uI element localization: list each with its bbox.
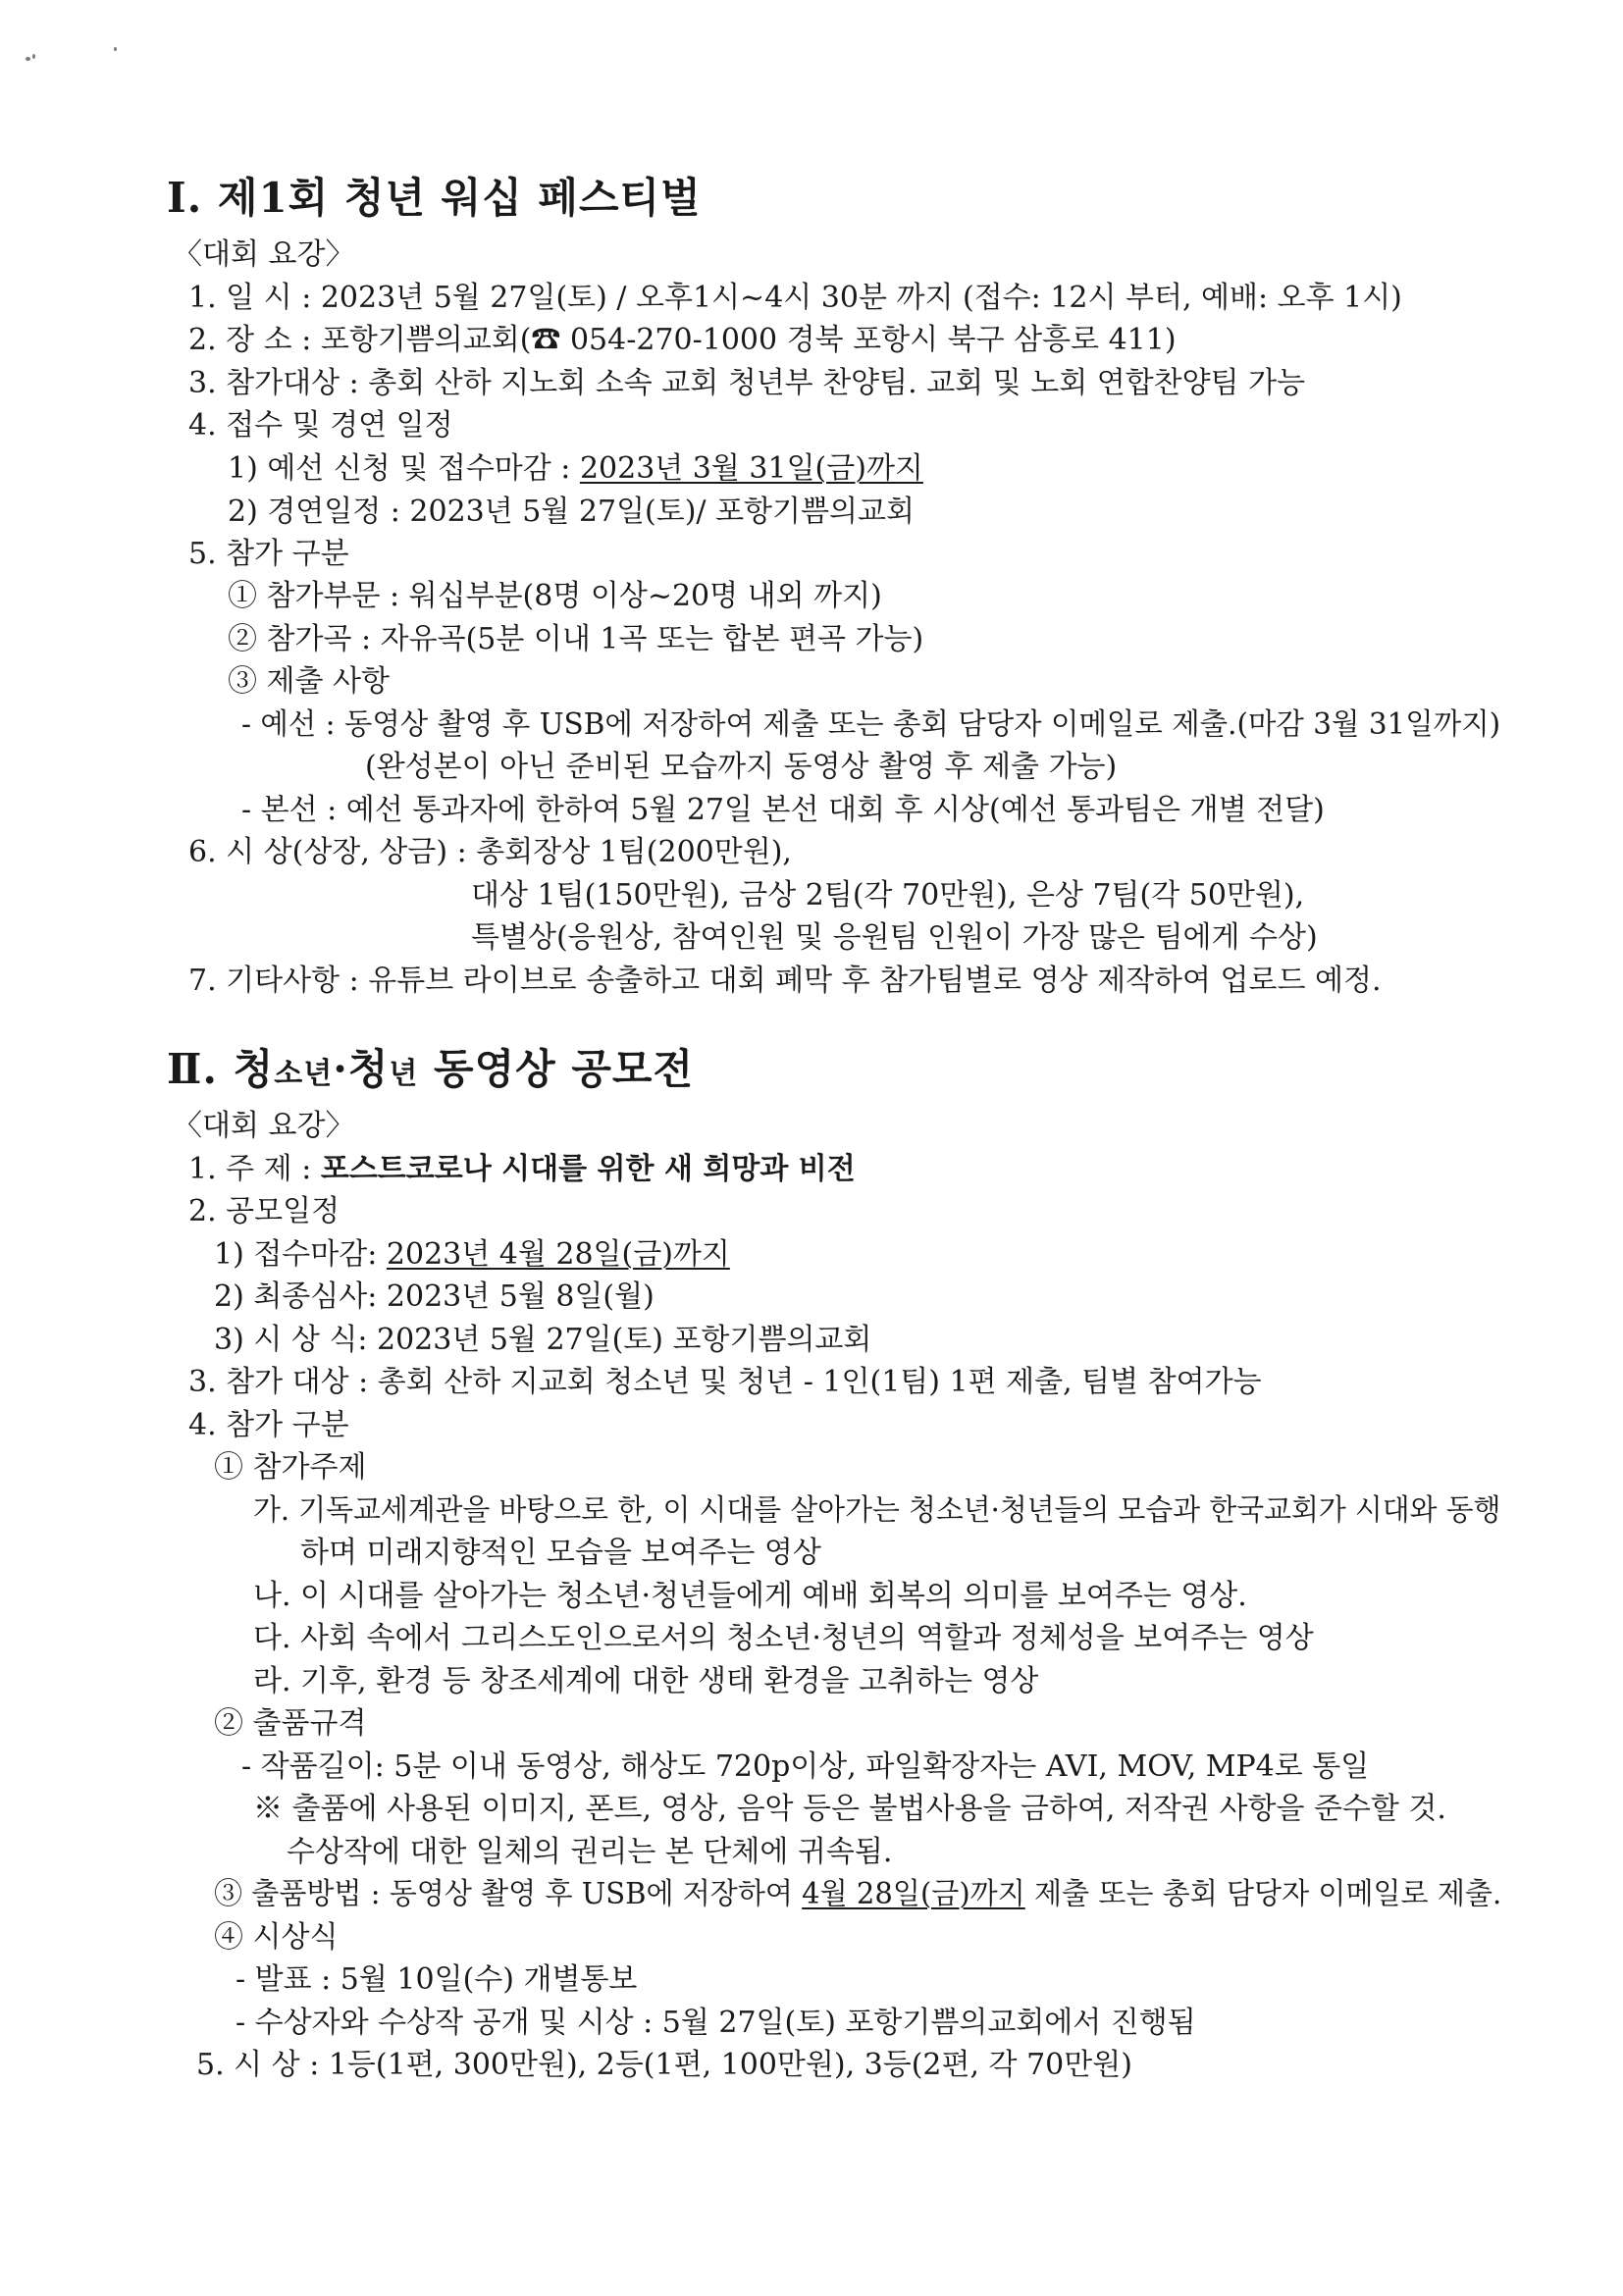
s2-item-2-1-deadline: 2023년 4월 28일(금)까지 (386, 1237, 730, 1272)
s2-item-4-1-b: 나. 이 시대를 살아가는 청소년·청년들에게 예배 회복의 의미를 보여주는 영상. (253, 1579, 1247, 1613)
s2-item-4-4: ④ 시상식 (214, 1920, 339, 1955)
s1-item-4-1 (228, 449, 923, 489)
title-part: 소년 (274, 1057, 334, 1091)
s2-item-4-2: ② 출품규격 (214, 1706, 367, 1741)
s1-item-6-award-2: 대상 1팀(150만원), 금상 2팀(각 70만원), 은상 7팀(각 50만원), (471, 878, 1305, 913)
s1-item-5-3-final: - 본선 : 예선 통과자에 한하여 5월 27일 본선 대회 후 시상(예선 통과팀은 개별 전달) (241, 793, 1325, 827)
s1-item-4-1-label: 1) 예선 신청 및 접수마감 : (228, 451, 580, 486)
s1-item-5-3-preliminary-note: (완성본이 아닌 준비된 모습까지 동영상 촬영 후 제출 가능) (365, 750, 1118, 784)
s2-item-3: 3. 참가 대상 : 총회 산하 지교회 청소년 및 청년 - 1인(1팀) 1편 제출, 팀별 참여가능 (188, 1365, 1262, 1399)
s2-item-4-1-d: 라. 기후, 환경 등 창조세계에 대한 생태 환경을 고취하는 영상 (253, 1664, 1039, 1698)
s2-item-4-3-pre: ③ 출품방법 : 동영상 촬영 후 USB에 저장하여 (214, 1877, 803, 1911)
s2-item-4-3-deadline: 4월 28일(금)까지 (802, 1877, 1025, 1911)
s1-item-2-text: 포항기쁨의교회(☎ 054-270-1000 경북 포항시 북구 삼흥로 411) (320, 323, 1177, 357)
s2-item-2-1-label: 1) 접수마감: (214, 1237, 387, 1272)
s2-item-2-3: 3) 시 상 식: 2023년 5월 27일(토) 포항기쁨의교회 (214, 1323, 872, 1357)
s2-item-4-1-c: 다. 사회 속에서 그리스도인으로서의 청소년·청년의 역할과 정체성을 보여주는 영상 (253, 1621, 1314, 1655)
s1-item-5-3: ③ 제출 사항 (228, 664, 390, 699)
s2-item-4-1-a-cont: 하며 미래지향적인 모습을 보여주는 영상 (300, 1536, 821, 1570)
title-part: ·청 (333, 1045, 390, 1093)
scan-speck (114, 47, 117, 51)
s2-item-1-theme: 포스트코로나 시대를 위한 새 희망과 비전 (320, 1152, 856, 1186)
s2-item-4-2-a: - 작품길이: 5분 이내 동영상, 해상도 720p이상, 파일확장자는 AVI, MOV, MP4로 통일 (241, 1749, 1370, 1784)
s1-item-5-1: ① 참가부문 : 워십부분(8명 이상~20명 내외 까지) (228, 579, 882, 613)
scan-speck (26, 57, 30, 61)
s2-item-4-1-a: 가. 기독교세계관을 바탕으로 한, 이 시대를 살아가는 청소년·청년들의 모습과 한국교회가 시대와 동행 (253, 1493, 1501, 1528)
s2-item-4: 4. 참가 구분 (188, 1408, 349, 1442)
section-2-outline-label: 〈대회 요강〉 (173, 1109, 355, 1143)
s2-item-1-label: 1. 주 제 : (188, 1152, 321, 1186)
s2-item-2-1 (214, 1235, 730, 1275)
s1-item-4-1-deadline: 2023년 3월 31일(금)까지 (579, 451, 923, 486)
s1-item-2 (188, 321, 1177, 360)
s2-item-4-2-note-cont: 수상작에 대한 일체의 권리는 본 단체에 귀속됨. (287, 1835, 893, 1869)
s1-item-4: 4. 접수 및 경연 일정 (188, 408, 453, 443)
s2-item-4-4-b: - 수상자와 수상작 공개 및 시상 : 5월 27일(토) 포항기쁨의교회에서 진행됨 (236, 2006, 1196, 2040)
s1-item-1 (188, 279, 1402, 318)
s1-item-6-label: 6. 시 상(상장, 상금) : (188, 835, 477, 869)
s2-item-1 (188, 1150, 856, 1189)
s2-item-4-3 (214, 1875, 1501, 1914)
s2-item-4-4-a: - 발표 : 5월 10일(수) 개별통보 (236, 1962, 638, 1997)
s2-item-4-1: ① 참가주제 (214, 1450, 367, 1485)
s2-item-4-3-post: 제출 또는 총회 담당자 이메일로 제출. (1024, 1877, 1502, 1911)
s1-item-7: 7. 기타사항 : 유튜브 라이브로 송출하고 대회 폐막 후 참가팀별로 영상 제작하여 업로드 예정. (188, 964, 1382, 998)
s1-item-4-2: 2) 경연일정 : 2023년 5월 27일(토)/ 포항기쁨의교회 (228, 495, 915, 529)
scan-speck (32, 54, 35, 59)
s1-item-1-label: 1. 일 시 : (188, 281, 321, 315)
s1-item-1-text: 2023년 5월 27일(토) / 오후1시~4시 30분 까지 (접수: 12시 부터, 예배: 오후 1시) (320, 281, 1402, 315)
section-1-outline-label: 〈대회 요강〉 (173, 237, 355, 272)
section-2-title (167, 1044, 694, 1100)
s2-item-2-2: 2) 최종심사: 2023년 5월 8일(월) (214, 1279, 654, 1314)
s1-item-6-award-1: 총회장상 1팀(200만원), (476, 835, 792, 869)
title-part: Ⅱ. 청 (167, 1045, 275, 1093)
s1-item-5-2: ② 참가곡 : 자유곡(5분 이내 1곡 또는 합본 편곡 가능) (228, 622, 924, 656)
s1-item-6-award-3: 특별상(응원상, 참여인원 및 응원팀 인원이 가장 많은 팀에게 수상) (471, 920, 1318, 955)
s1-item-5-3-preliminary: - 예선 : 동영상 촬영 후 USB에 저장하여 제출 또는 총회 담당자 이메일로 제출.(마감 3월 31일까지) (241, 707, 1501, 742)
s1-item-3: 3. 참가대상 : 총회 산하 지노회 소속 교회 청년부 찬양팀. 교회 및 노회 연합찬양팀 가능 (188, 366, 1306, 400)
s2-item-4-2-note: ※ 출품에 사용된 이미지, 폰트, 영상, 음악 등은 불법사용을 금하여, 저작권 사항을 준수할 것. (253, 1792, 1446, 1826)
s1-item-6 (188, 833, 792, 872)
s2-item-5: 5. 시 상 : 1등(1편, 300만원), 2등(1편, 100만원), 3등(2편, 각 70만원) (196, 2048, 1132, 2082)
s1-item-2-label: 2. 장 소 : (188, 323, 321, 357)
title-part: 동영상 공모전 (418, 1045, 695, 1093)
s2-item-2: 2. 공모일정 (188, 1194, 340, 1228)
s1-item-5: 5. 참가 구분 (188, 537, 349, 571)
title-part: 년 (389, 1057, 419, 1091)
section-1-title: Ⅰ. 제1회 청년 워십 페스티벌 (167, 174, 702, 222)
